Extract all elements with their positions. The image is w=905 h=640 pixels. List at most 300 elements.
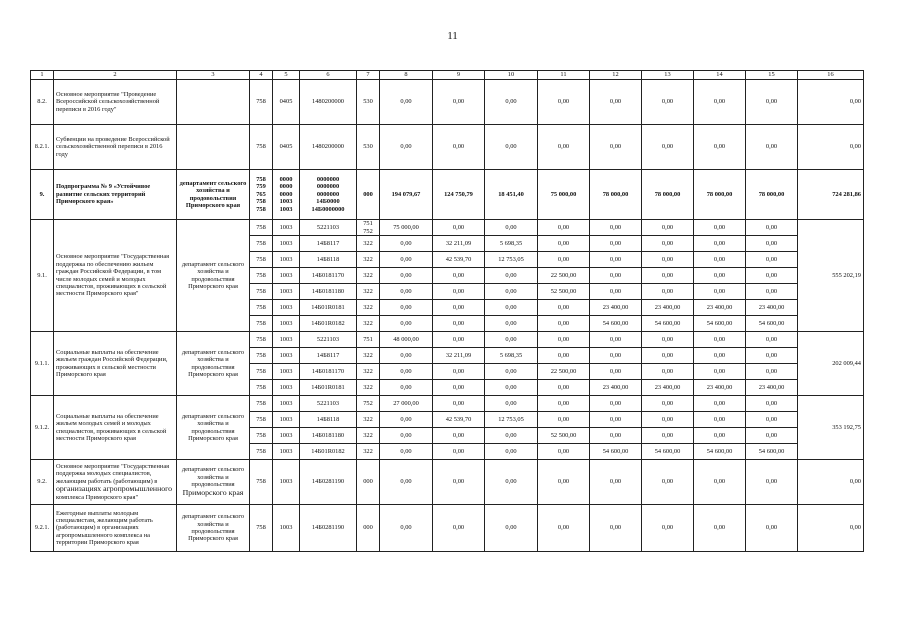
value-cell: 0,00 xyxy=(380,380,433,396)
value-cell: 52 500,00 xyxy=(538,428,590,444)
code-rz: 0000 0000 0000 1003 1003 xyxy=(273,170,300,220)
code-csr: 14Б01R0182 xyxy=(300,444,357,460)
code-grp: 758 xyxy=(250,236,273,252)
value-cell: 0,00 xyxy=(538,125,590,170)
row-responsible: департамент сельского хозяйства и продовольствия Приморского края xyxy=(177,396,250,460)
code-rz: 1003 xyxy=(273,412,300,428)
row-name xyxy=(54,460,177,505)
value-cell: 0,00 xyxy=(642,364,694,380)
value-cell: 0,00 xyxy=(538,80,590,125)
value-cell: 0,00 xyxy=(485,332,538,348)
code-csr: 14Б8117 xyxy=(300,348,357,364)
value-cell: 0,00 xyxy=(433,268,485,284)
table-row xyxy=(31,220,864,236)
code-rz: 0405 xyxy=(273,80,300,125)
row-number: 9.1. xyxy=(31,220,54,332)
budget-table xyxy=(30,70,864,552)
code-grp: 758 xyxy=(250,80,273,125)
value-cell: 0,00 xyxy=(485,364,538,380)
row-name-part: организациях агропромышленного xyxy=(56,483,173,493)
value-cell: 0,00 xyxy=(694,428,746,444)
code-csr: 5221103 xyxy=(300,332,357,348)
code-csr: 14Б0181180 xyxy=(300,428,357,444)
value-cell: 0,00 xyxy=(590,268,642,284)
code-csr: 5221103 xyxy=(300,220,357,236)
value-cell: 0,00 xyxy=(694,125,746,170)
value-cell: 0,00 xyxy=(433,505,485,552)
value-cell: 54 600,00 xyxy=(746,444,798,460)
value-cell: 12 753,05 xyxy=(485,412,538,428)
value-cell: 0,00 xyxy=(433,364,485,380)
code-csr: 14Б0181170 xyxy=(300,364,357,380)
code-csr: 14Б0281190 xyxy=(300,505,357,552)
row-total: 0,00 xyxy=(798,460,864,505)
row-total: 353 192,75 xyxy=(798,396,864,460)
value-cell: 23 400,00 xyxy=(746,380,798,396)
value-cell: 0,00 xyxy=(380,284,433,300)
value-cell: 0,00 xyxy=(380,268,433,284)
value-cell: 0,00 xyxy=(694,220,746,236)
value-cell: 0,00 xyxy=(642,252,694,268)
code-grp: 758 xyxy=(250,252,273,268)
code-csr: 1480200000 xyxy=(300,125,357,170)
value-cell: 0,00 xyxy=(694,80,746,125)
value-cell: 0,00 xyxy=(590,505,642,552)
code-rz: 1003 xyxy=(273,364,300,380)
code-vr: 322 xyxy=(357,364,380,380)
code-rz: 1003 xyxy=(273,380,300,396)
column-header: 16 xyxy=(798,71,864,80)
value-cell: 0,00 xyxy=(485,284,538,300)
code-rz: 1003 xyxy=(273,505,300,552)
value-cell: 0,00 xyxy=(538,316,590,332)
value-cell: 0,00 xyxy=(485,505,538,552)
header-row xyxy=(31,71,864,80)
table-row xyxy=(31,332,864,348)
value-cell: 54 600,00 xyxy=(694,444,746,460)
row-name: Ежегодные выплаты молодым специалистам, желающим работать (работающим) в организациях агропромышленного комплекса на территории Приморского края xyxy=(54,505,177,552)
row-name-part: комплекса Приморского края" xyxy=(56,493,139,501)
value-cell: 0,00 xyxy=(485,428,538,444)
value-cell: 78 000,00 xyxy=(642,170,694,220)
value-cell: 0,00 xyxy=(694,252,746,268)
code-csr: 14Б01R0181 xyxy=(300,300,357,316)
code-vr: 322 xyxy=(357,428,380,444)
row-number: 9.1.2. xyxy=(31,396,54,460)
code-rz: 1003 xyxy=(273,460,300,505)
code-csr: 14Б0281190 xyxy=(300,460,357,505)
row-responsible xyxy=(177,460,250,505)
code-vr: 752 xyxy=(357,396,380,412)
column-header: 7 xyxy=(357,71,380,80)
value-cell: 75 000,00 xyxy=(380,220,433,236)
value-cell: 0,00 xyxy=(433,300,485,316)
value-cell: 23 400,00 xyxy=(642,300,694,316)
value-cell: 0,00 xyxy=(485,125,538,170)
code-csr: 0000000 0000000 0000000 14Б0000 14Б0000000 xyxy=(300,170,357,220)
value-cell: 0,00 xyxy=(746,396,798,412)
value-cell: 0,00 xyxy=(590,284,642,300)
value-cell: 0,00 xyxy=(642,460,694,505)
row-number: 9.2.1. xyxy=(31,505,54,552)
value-cell: 0,00 xyxy=(694,284,746,300)
row-responsible: департамент сельского хозяйства и продовольствия Приморского края xyxy=(177,220,250,332)
value-cell: 0,00 xyxy=(694,364,746,380)
value-cell: 0,00 xyxy=(590,80,642,125)
value-cell: 0,00 xyxy=(642,284,694,300)
code-rz: 1003 xyxy=(273,396,300,412)
value-cell: 0,00 xyxy=(538,505,590,552)
value-cell: 0,00 xyxy=(538,348,590,364)
value-cell: 22 500,00 xyxy=(538,268,590,284)
value-cell: 0,00 xyxy=(590,396,642,412)
code-grp: 758 xyxy=(250,316,273,332)
column-header: 6 xyxy=(300,71,357,80)
value-cell: 0,00 xyxy=(746,364,798,380)
row-name: Субвенции на проведение Всероссийской сельскохозяйственной переписи в 2016 году xyxy=(54,125,177,170)
value-cell: 0,00 xyxy=(538,396,590,412)
column-header: 9 xyxy=(433,71,485,80)
code-vr: 530 xyxy=(357,80,380,125)
code-grp: 758 xyxy=(250,412,273,428)
value-cell: 0,00 xyxy=(380,364,433,380)
code-grp: 758 759 765 758 758 xyxy=(250,170,273,220)
value-cell: 0,00 xyxy=(642,396,694,412)
value-cell: 0,00 xyxy=(642,236,694,252)
code-csr: 5221103 xyxy=(300,396,357,412)
code-grp: 758 xyxy=(250,300,273,316)
value-cell: 0,00 xyxy=(694,348,746,364)
value-cell: 0,00 xyxy=(538,412,590,428)
value-cell: 0,00 xyxy=(485,80,538,125)
code-vr: 322 xyxy=(357,444,380,460)
code-grp: 758 xyxy=(250,125,273,170)
value-cell: 12 753,05 xyxy=(485,252,538,268)
row-name: Подпрограмма № 9 «Устойчивое развитие сельских территорий Приморского края» xyxy=(54,170,177,220)
table-row xyxy=(31,505,864,552)
value-cell: 42 539,70 xyxy=(433,252,485,268)
value-cell: 23 400,00 xyxy=(746,300,798,316)
code-rz: 1003 xyxy=(273,300,300,316)
value-cell: 124 750,79 xyxy=(433,170,485,220)
column-header: 13 xyxy=(642,71,694,80)
value-cell: 0,00 xyxy=(642,348,694,364)
row-total: 555 202,19 xyxy=(798,220,864,332)
value-cell: 0,00 xyxy=(694,396,746,412)
code-csr: 14Б8118 xyxy=(300,252,357,268)
value-cell: 0,00 xyxy=(538,220,590,236)
value-cell: 0,00 xyxy=(433,396,485,412)
code-csr: 14Б8118 xyxy=(300,412,357,428)
column-header: 8 xyxy=(380,71,433,80)
value-cell: 0,00 xyxy=(746,460,798,505)
column-header: 11 xyxy=(538,71,590,80)
table-row xyxy=(31,80,864,125)
value-cell: 0,00 xyxy=(590,125,642,170)
row-name-part: Основное мероприятие "Государственная поддержка молодых специалистов, желающим работать (работающим) в xyxy=(56,462,170,485)
row-total: 0,00 xyxy=(798,125,864,170)
code-grp: 758 xyxy=(250,348,273,364)
value-cell: 0,00 xyxy=(590,364,642,380)
code-vr: 751 xyxy=(357,332,380,348)
value-cell: 48 000,00 xyxy=(380,332,433,348)
column-header: 1 xyxy=(31,71,54,80)
code-rz: 1003 xyxy=(273,348,300,364)
value-cell: 0,00 xyxy=(642,332,694,348)
code-grp: 758 xyxy=(250,284,273,300)
value-cell: 0,00 xyxy=(433,80,485,125)
row-name: Социальные выплаты на обеспечение жильем молодых семей и молодых специалистов, проживающих в сельской местности Приморского края xyxy=(54,396,177,460)
value-cell: 0,00 xyxy=(694,505,746,552)
column-header: 14 xyxy=(694,71,746,80)
value-cell: 32 211,09 xyxy=(433,348,485,364)
code-rz: 0405 xyxy=(273,125,300,170)
row-number: 9.2. xyxy=(31,460,54,505)
code-rz: 1003 xyxy=(273,268,300,284)
value-cell: 0,00 xyxy=(746,125,798,170)
table-row xyxy=(31,396,864,412)
column-header: 4 xyxy=(250,71,273,80)
row-resp-part: Приморского края xyxy=(182,487,244,497)
table-row xyxy=(31,125,864,170)
value-cell: 0,00 xyxy=(485,220,538,236)
value-cell: 0,00 xyxy=(642,125,694,170)
value-cell: 5 698,35 xyxy=(485,236,538,252)
value-cell: 194 079,67 xyxy=(380,170,433,220)
code-csr: 1480200000 xyxy=(300,80,357,125)
value-cell: 0,00 xyxy=(380,444,433,460)
code-grp: 758 xyxy=(250,220,273,236)
value-cell: 0,00 xyxy=(590,332,642,348)
value-cell: 0,00 xyxy=(642,268,694,284)
column-header: 3 xyxy=(177,71,250,80)
value-cell: 0,00 xyxy=(694,236,746,252)
value-cell: 0,00 xyxy=(433,284,485,300)
code-csr: 14Б01R0181 xyxy=(300,380,357,396)
value-cell: 0,00 xyxy=(590,220,642,236)
code-grp: 758 xyxy=(250,444,273,460)
value-cell: 0,00 xyxy=(746,252,798,268)
value-cell: 78 000,00 xyxy=(590,170,642,220)
code-grp: 758 xyxy=(250,364,273,380)
value-cell: 23 400,00 xyxy=(642,380,694,396)
value-cell: 18 451,40 xyxy=(485,170,538,220)
code-vr: 322 xyxy=(357,236,380,252)
value-cell: 23 400,00 xyxy=(590,380,642,396)
value-cell: 0,00 xyxy=(694,332,746,348)
code-rz: 1003 xyxy=(273,444,300,460)
row-total: 0,00 xyxy=(798,80,864,125)
value-cell: 0,00 xyxy=(746,268,798,284)
code-grp: 758 xyxy=(250,332,273,348)
row-number: 8.2.1. xyxy=(31,125,54,170)
value-cell: 0,00 xyxy=(746,412,798,428)
value-cell: 0,00 xyxy=(538,444,590,460)
code-csr: 14Б01R0182 xyxy=(300,316,357,332)
value-cell: 23 400,00 xyxy=(694,300,746,316)
value-cell: 0,00 xyxy=(538,332,590,348)
value-cell: 0,00 xyxy=(746,505,798,552)
value-cell: 0,00 xyxy=(590,428,642,444)
value-cell: 0,00 xyxy=(642,220,694,236)
value-cell: 0,00 xyxy=(538,460,590,505)
code-grp: 758 xyxy=(250,428,273,444)
row-name: Основное мероприятие "Проведение Всероссийской сельскохозяйственной переписи в 2016 году" xyxy=(54,80,177,125)
code-grp: 758 xyxy=(250,396,273,412)
value-cell: 78 000,00 xyxy=(694,170,746,220)
value-cell: 0,00 xyxy=(746,428,798,444)
value-cell: 54 600,00 xyxy=(642,316,694,332)
value-cell: 0,00 xyxy=(433,220,485,236)
column-header: 15 xyxy=(746,71,798,80)
value-cell: 0,00 xyxy=(642,412,694,428)
value-cell: 0,00 xyxy=(380,316,433,332)
value-cell: 0,00 xyxy=(590,412,642,428)
value-cell: 0,00 xyxy=(380,428,433,444)
value-cell: 5 698,35 xyxy=(485,348,538,364)
value-cell: 22 500,00 xyxy=(538,364,590,380)
value-cell: 0,00 xyxy=(433,460,485,505)
code-csr: 14Б0181170 xyxy=(300,268,357,284)
value-cell: 0,00 xyxy=(433,428,485,444)
code-vr: 322 xyxy=(357,316,380,332)
column-header: 5 xyxy=(273,71,300,80)
code-rz: 1003 xyxy=(273,316,300,332)
code-rz: 1003 xyxy=(273,236,300,252)
value-cell: 0,00 xyxy=(485,460,538,505)
value-cell: 0,00 xyxy=(642,505,694,552)
value-cell: 0,00 xyxy=(380,80,433,125)
code-csr: 14Б8117 xyxy=(300,236,357,252)
value-cell: 0,00 xyxy=(590,252,642,268)
code-grp: 758 xyxy=(250,380,273,396)
column-header: 12 xyxy=(590,71,642,80)
row-total: 0,00 xyxy=(798,505,864,552)
row-total: 724 281,86 xyxy=(798,170,864,220)
value-cell: 23 400,00 xyxy=(590,300,642,316)
code-grp: 758 xyxy=(250,505,273,552)
value-cell: 0,00 xyxy=(433,380,485,396)
value-cell: 0,00 xyxy=(746,236,798,252)
code-vr: 530 xyxy=(357,125,380,170)
value-cell: 32 211,09 xyxy=(433,236,485,252)
row-resp-part: департамент сельского хозяйства и продовольствия xyxy=(181,466,245,489)
code-vr: 322 xyxy=(357,348,380,364)
value-cell: 0,00 xyxy=(380,236,433,252)
row-responsible: департамент сельского хозяйства и продовольствия Приморского края xyxy=(177,505,250,552)
column-header: 10 xyxy=(485,71,538,80)
code-vr: 322 xyxy=(357,380,380,396)
value-cell: 0,00 xyxy=(746,80,798,125)
code-rz: 1003 xyxy=(273,428,300,444)
code-vr: 322 xyxy=(357,300,380,316)
value-cell: 0,00 xyxy=(485,396,538,412)
value-cell: 0,00 xyxy=(433,316,485,332)
code-csr: 14Б0181180 xyxy=(300,284,357,300)
value-cell: 0,00 xyxy=(746,332,798,348)
code-rz: 1003 xyxy=(273,220,300,236)
code-rz: 1003 xyxy=(273,284,300,300)
value-cell: 78 000,00 xyxy=(746,170,798,220)
code-vr: 322 xyxy=(357,268,380,284)
value-cell: 54 600,00 xyxy=(694,316,746,332)
value-cell: 0,00 xyxy=(538,236,590,252)
row-responsible: департамент сельского хозяйства и продовольствия Приморского края xyxy=(177,170,250,220)
row-total: 202 009,44 xyxy=(798,332,864,396)
value-cell: 0,00 xyxy=(746,348,798,364)
column-header: 2 xyxy=(54,71,177,80)
value-cell: 42 539,70 xyxy=(433,412,485,428)
code-grp: 758 xyxy=(250,268,273,284)
value-cell: 0,00 xyxy=(694,268,746,284)
code-vr: 751 752 xyxy=(357,220,380,236)
code-rz: 1003 xyxy=(273,252,300,268)
value-cell: 54 600,00 xyxy=(642,444,694,460)
value-cell: 23 400,00 xyxy=(694,380,746,396)
value-cell: 0,00 xyxy=(538,380,590,396)
code-vr: 000 xyxy=(357,505,380,552)
value-cell: 0,00 xyxy=(538,300,590,316)
value-cell: 0,00 xyxy=(380,460,433,505)
row-responsible: департамент сельского хозяйства и продовольствия Приморского края xyxy=(177,332,250,396)
value-cell: 0,00 xyxy=(694,460,746,505)
code-grp: 758 xyxy=(250,460,273,505)
row-responsible xyxy=(177,125,250,170)
code-vr: 322 xyxy=(357,412,380,428)
value-cell: 0,00 xyxy=(590,236,642,252)
row-number: 9. xyxy=(31,170,54,220)
table-row xyxy=(31,460,864,505)
value-cell: 0,00 xyxy=(694,412,746,428)
value-cell: 0,00 xyxy=(380,348,433,364)
value-cell: 27 000,00 xyxy=(380,396,433,412)
value-cell: 0,00 xyxy=(538,252,590,268)
row-name: Основное мероприятие "Государственная поддержка по обеспечению жильем граждан Российской Федерации, в том числе молодых семей и молодых специалистов, проживающих в сельской местности Приморского края" xyxy=(54,220,177,332)
value-cell: 0,00 xyxy=(590,348,642,364)
code-vr: 322 xyxy=(357,284,380,300)
value-cell: 0,00 xyxy=(485,300,538,316)
value-cell: 54 600,00 xyxy=(590,316,642,332)
row-number: 9.1.1. xyxy=(31,332,54,396)
value-cell: 0,00 xyxy=(590,460,642,505)
value-cell: 0,00 xyxy=(746,220,798,236)
value-cell: 0,00 xyxy=(485,316,538,332)
value-cell: 0,00 xyxy=(485,444,538,460)
value-cell: 0,00 xyxy=(380,412,433,428)
value-cell: 0,00 xyxy=(380,125,433,170)
page-number: 11 xyxy=(447,30,458,42)
row-number: 8.2. xyxy=(31,80,54,125)
value-cell: 54 600,00 xyxy=(590,444,642,460)
row-responsible xyxy=(177,80,250,125)
value-cell: 0,00 xyxy=(433,332,485,348)
value-cell: 0,00 xyxy=(642,428,694,444)
table-row xyxy=(31,170,864,220)
code-vr: 000 xyxy=(357,460,380,505)
value-cell: 0,00 xyxy=(433,444,485,460)
value-cell: 54 600,00 xyxy=(746,316,798,332)
row-name: Социальные выплаты на обеспечение жильем граждан Российской Федерации, проживающих в сельской местности Приморского края xyxy=(54,332,177,396)
value-cell: 0,00 xyxy=(380,505,433,552)
value-cell: 0,00 xyxy=(433,125,485,170)
value-cell: 0,00 xyxy=(380,252,433,268)
code-vr: 000 xyxy=(357,170,380,220)
value-cell: 0,00 xyxy=(485,380,538,396)
value-cell: 0,00 xyxy=(380,300,433,316)
code-vr: 322 xyxy=(357,252,380,268)
value-cell: 0,00 xyxy=(746,284,798,300)
value-cell: 0,00 xyxy=(485,268,538,284)
